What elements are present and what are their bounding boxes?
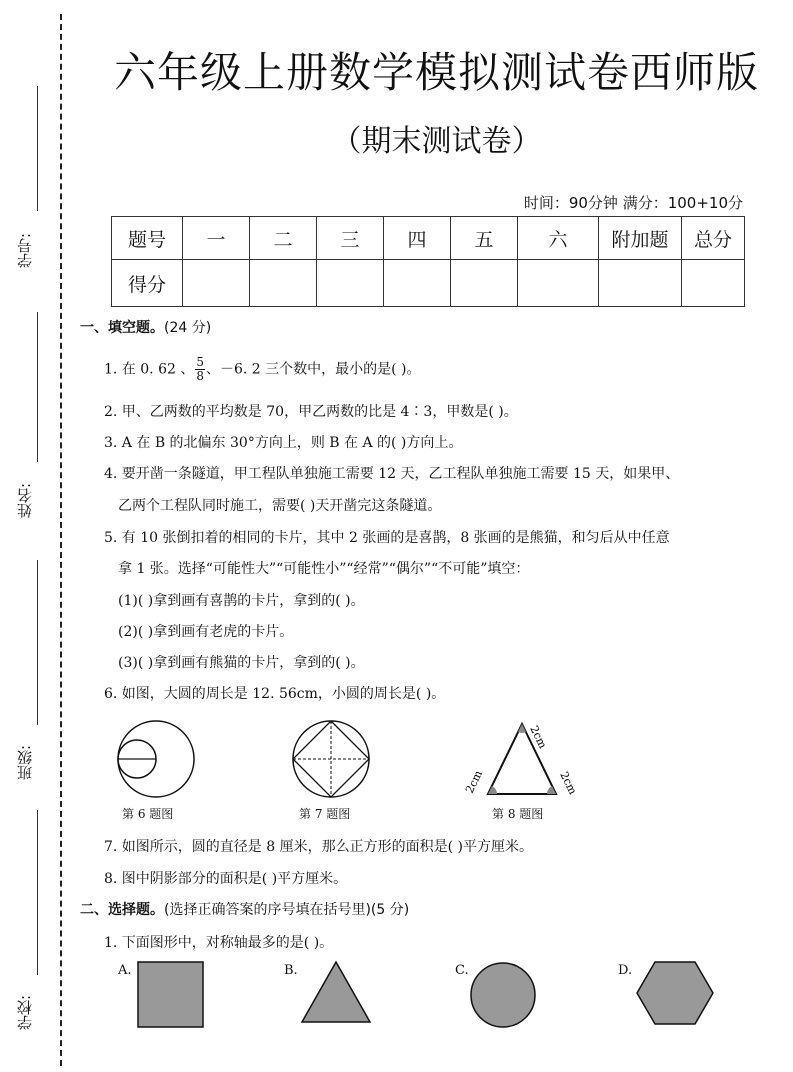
q1-suffix: 、－6. 2 三个数中，最小的是( )。 bbox=[205, 361, 421, 378]
section-1-note: (24 分) bbox=[164, 320, 212, 336]
class-line bbox=[37, 560, 38, 725]
section-1-title: 一、填空题。 bbox=[80, 320, 164, 336]
question-1-6: 6. 如图，大圆的周长是 12. 56cm，小圆的周长是( )。 bbox=[104, 686, 446, 702]
figure-6-caption: 第 6 题图 bbox=[122, 807, 174, 821]
option-b-triangle bbox=[300, 960, 372, 1026]
option-d-label: D. bbox=[618, 963, 633, 978]
school-label: 学校: bbox=[16, 994, 34, 1030]
student-id-line bbox=[37, 86, 38, 211]
score-cell: 四 bbox=[384, 217, 451, 260]
score-cell: 附加题 bbox=[599, 217, 682, 260]
page-title: 六年级上册数学模拟测试卷西师版 bbox=[113, 48, 759, 97]
score-cell: 总分 bbox=[682, 217, 745, 260]
option-c-label: C. bbox=[455, 963, 469, 978]
question-1-7: 7. 如图所示，圆的直径是 8 厘米，那么正方形的面积是( )平方厘米。 bbox=[104, 839, 533, 855]
binding-dashed-line bbox=[60, 14, 62, 1066]
score-table-header-row bbox=[112, 217, 745, 260]
section-2-note: (选择正确答案的序号填在括号里)(5 分) bbox=[164, 902, 410, 918]
question-1-4-line2: 乙两个工程队同时施工，需要( )天开凿完这条隧道。 bbox=[118, 498, 442, 514]
score-input-cell[interactable] bbox=[384, 260, 451, 307]
question-1-5-line1: 5. 有 10 张倒扣着的相同的卡片，其中 2 张画的是喜鹊，8 张画的是熊猫，和匀后从中任意 bbox=[104, 530, 670, 546]
name-label: 姓名: bbox=[16, 482, 34, 518]
question-1-5-line2: 拿 1 张。选择“可能性大”“可能性小”“经常”“偶尔”“不可能”填空： bbox=[118, 561, 530, 577]
question-1-5-sub2: (2)( )拿到画有老虎的卡片。 bbox=[118, 624, 294, 640]
score-cell: 一 bbox=[183, 217, 250, 260]
score-table-score-row bbox=[112, 260, 745, 307]
option-b-label: B. bbox=[284, 963, 298, 978]
option-a-label: A. bbox=[118, 963, 132, 978]
fraction-numerator: 5 bbox=[196, 355, 204, 369]
q1-prefix: 1. 在 0. 62 、 bbox=[104, 361, 195, 378]
score-input-cell[interactable] bbox=[317, 260, 384, 307]
question-1-2: 2. 甲、乙两数的平均数是 70，甲乙两数的比是 4∶3，甲数是( )。 bbox=[104, 404, 518, 420]
score-input-cell[interactable] bbox=[183, 260, 250, 307]
label-2cm-left: 2cm bbox=[463, 768, 486, 796]
section-2-title: 二、选择题。 bbox=[80, 902, 164, 918]
label-2cm-right: 2cm bbox=[557, 769, 580, 797]
option-a-square bbox=[136, 960, 206, 1030]
option-c-circle bbox=[468, 960, 538, 1030]
question-2-1: 1. 下面图形中，对称轴最多的是( )。 bbox=[104, 935, 334, 951]
question-1-1 bbox=[104, 356, 421, 383]
question-1-3: 3. A 在 B 的北偏东 30°方向上，则 B 在 A 的( )方向上。 bbox=[104, 435, 463, 451]
figure-6-circles bbox=[115, 718, 200, 803]
page-subtitle: （期末测试卷） bbox=[331, 124, 542, 159]
question-1-4-line1: 4. 要开凿一条隧道，甲工程队单独施工需要 12 天，乙工程队单独施工需要 15 天，如果甲、 bbox=[104, 466, 680, 482]
school-line bbox=[37, 810, 38, 975]
section-2-heading bbox=[80, 899, 409, 919]
question-1-5-sub1: (1)( )拿到画有喜鹊的卡片，拿到的( )。 bbox=[118, 593, 365, 609]
score-row-label: 得分 bbox=[112, 260, 183, 307]
score-cell: 六 bbox=[518, 217, 599, 260]
figure-7-circle-square bbox=[290, 718, 375, 803]
fraction bbox=[195, 356, 205, 383]
question-1-8: 8. 图中阴影部分的面积是( )平方厘米。 bbox=[104, 871, 348, 887]
name-line bbox=[37, 312, 38, 462]
fraction-denominator: 8 bbox=[196, 369, 204, 383]
time-score-info: 时间：90分钟 满分：100+10分 bbox=[523, 194, 743, 212]
figure-8-caption: 第 8 题图 bbox=[492, 807, 544, 821]
score-cell: 题号 bbox=[112, 217, 183, 260]
question-1-5-sub3: (3)( )拿到画有熊猫的卡片，拿到的( )。 bbox=[118, 655, 365, 671]
score-input-cell[interactable] bbox=[518, 260, 599, 307]
score-table bbox=[111, 216, 745, 307]
score-input-cell[interactable] bbox=[682, 260, 745, 307]
option-d-hexagon bbox=[635, 960, 715, 1026]
score-cell: 二 bbox=[250, 217, 317, 260]
score-input-cell[interactable] bbox=[250, 260, 317, 307]
label-2cm-top: 2cm bbox=[527, 723, 550, 751]
score-input-cell[interactable] bbox=[451, 260, 518, 307]
figure-8-triangle bbox=[462, 712, 582, 804]
student-id-label: 学号: bbox=[16, 232, 34, 268]
score-input-cell[interactable] bbox=[599, 260, 682, 307]
score-cell: 三 bbox=[317, 217, 384, 260]
section-1-heading bbox=[80, 317, 211, 337]
class-label: 班级: bbox=[16, 744, 34, 780]
score-cell: 五 bbox=[451, 217, 518, 260]
figure-7-caption: 第 7 题图 bbox=[299, 807, 351, 821]
